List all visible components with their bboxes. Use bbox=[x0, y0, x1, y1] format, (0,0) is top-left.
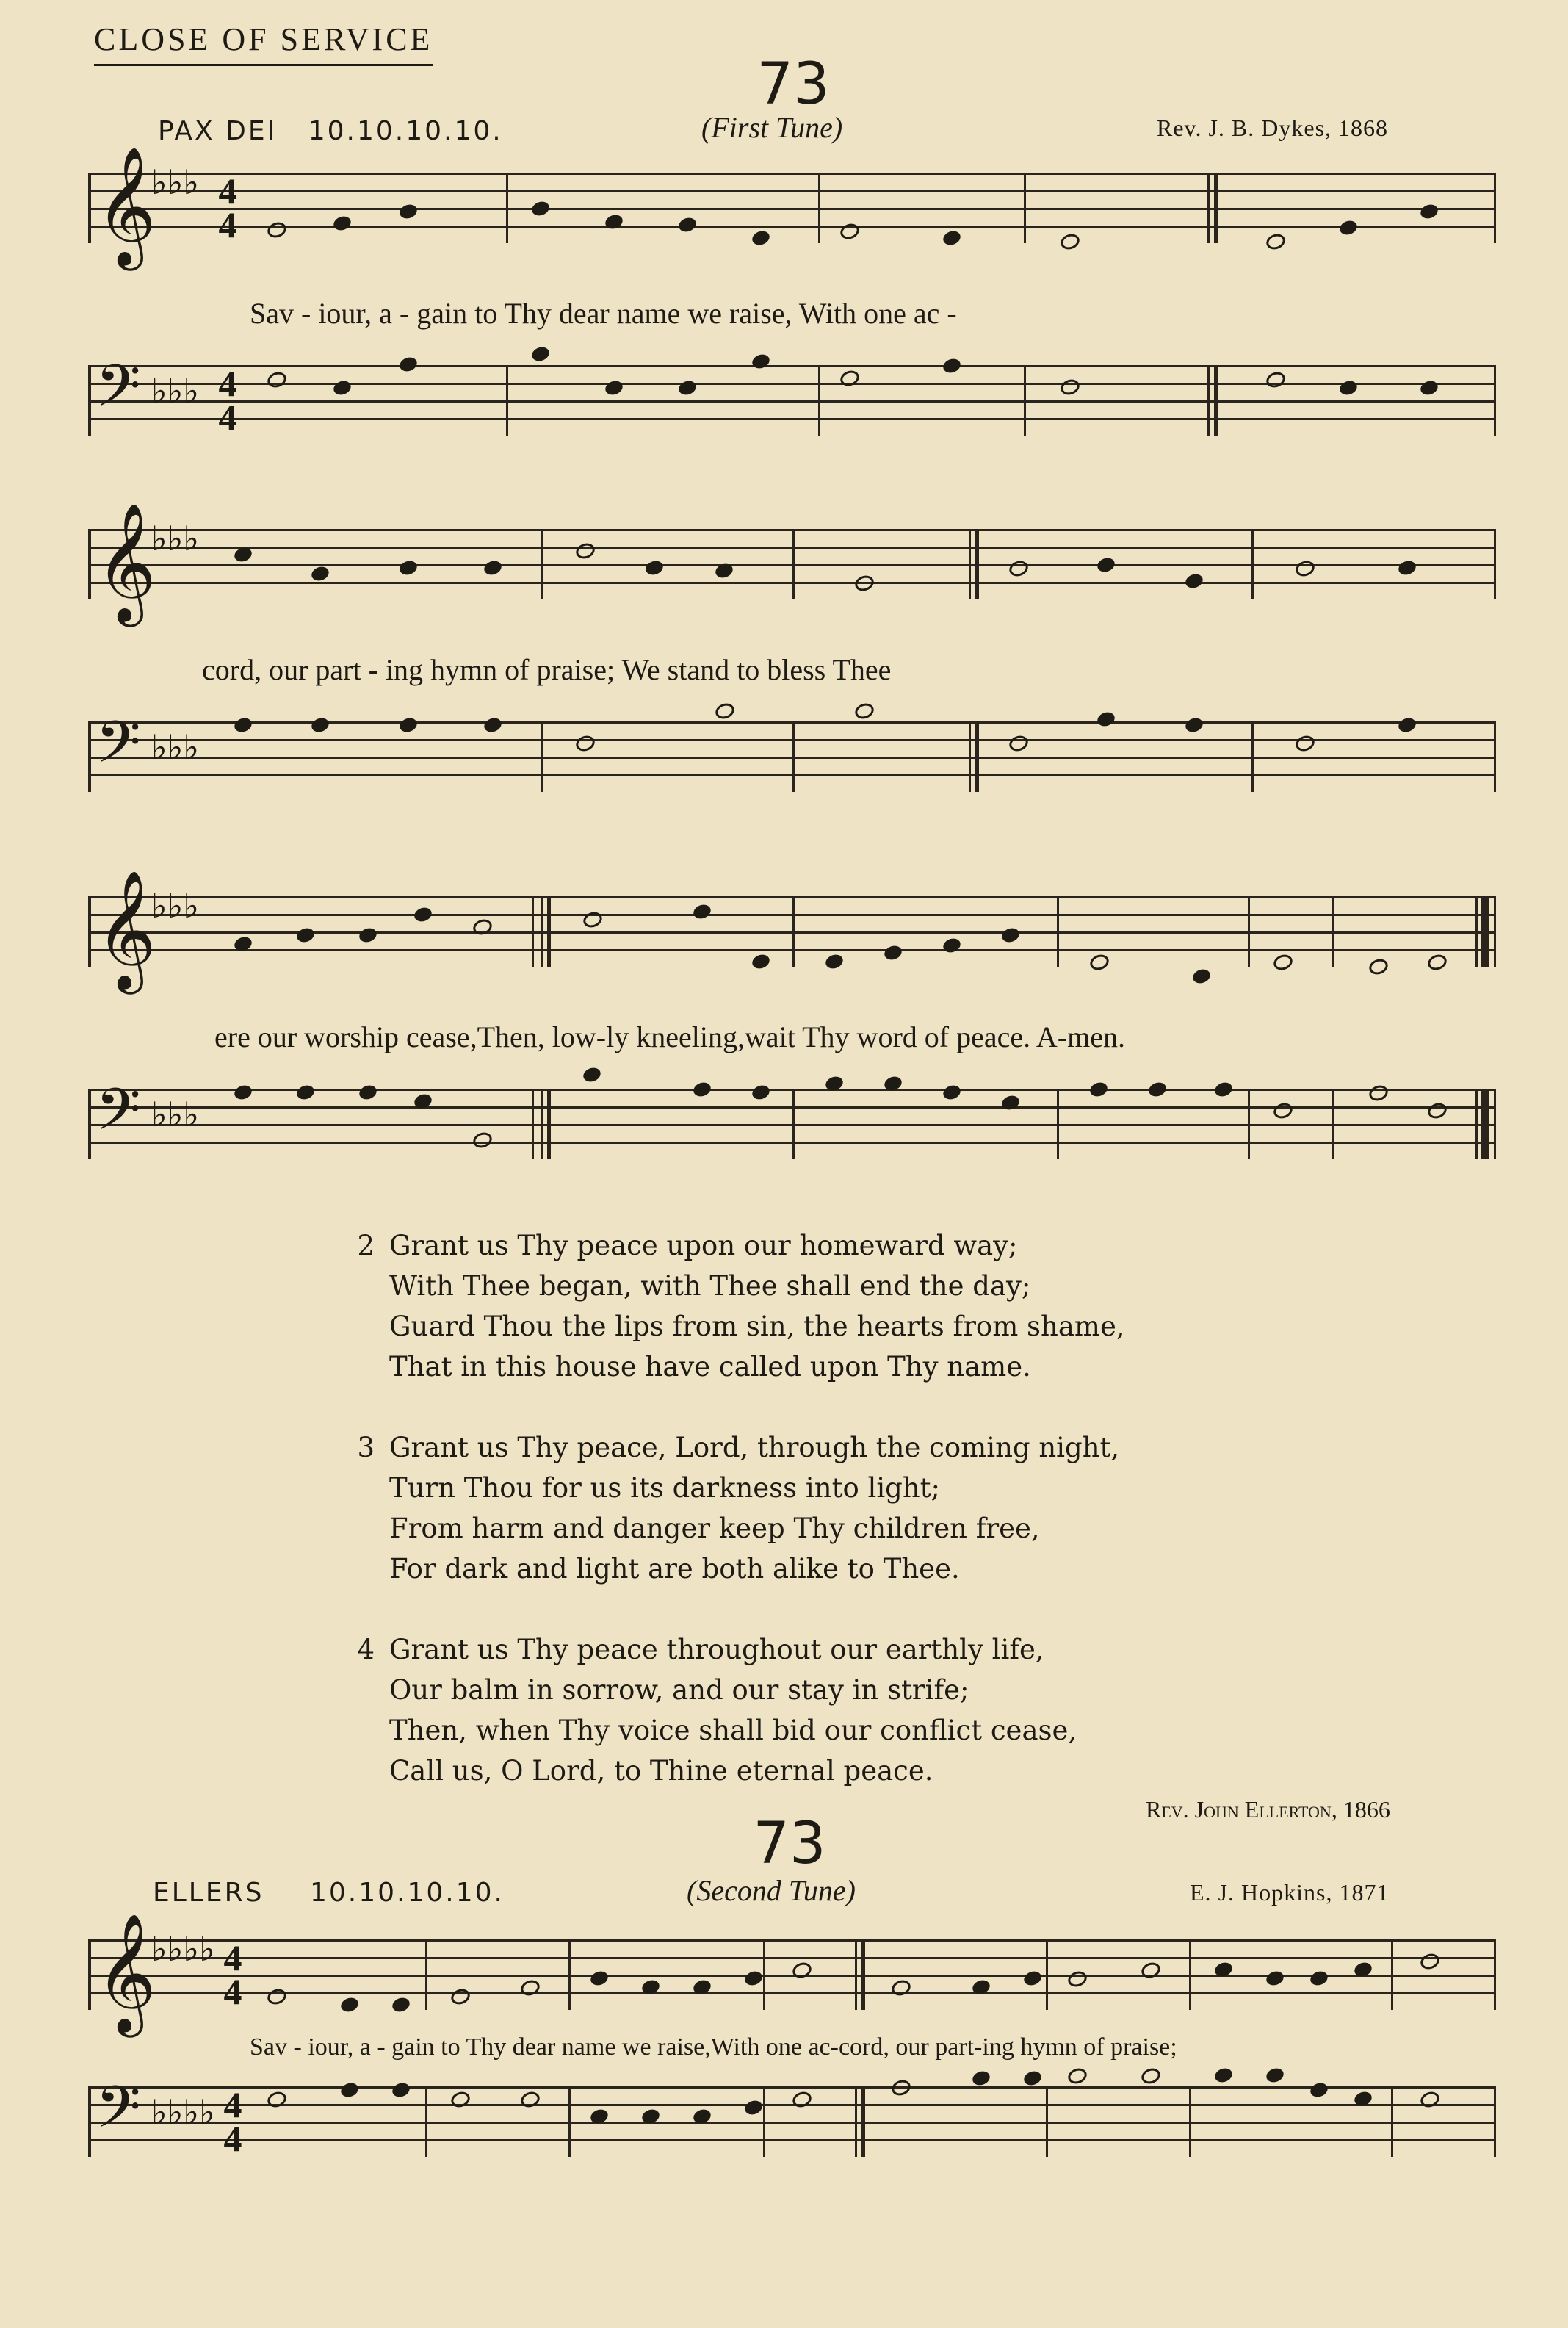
note bbox=[574, 733, 596, 754]
lyrics-line-3: ere our worship cease,Then, low-ly kneeling,wait Thy word of peace. A-men. bbox=[214, 1020, 1125, 1053]
tune-label-second: (Second Tune) bbox=[687, 1874, 856, 1907]
double-barline bbox=[1207, 365, 1218, 436]
note bbox=[677, 215, 698, 234]
barline bbox=[818, 173, 820, 243]
bass-staff bbox=[88, 352, 1496, 438]
note bbox=[604, 378, 625, 397]
note bbox=[824, 1074, 845, 1092]
verse-number: 3 bbox=[357, 1432, 375, 1463]
note bbox=[449, 1986, 472, 2007]
note bbox=[751, 352, 772, 370]
key-signature-icon: ♭♭♭ bbox=[151, 519, 200, 558]
note bbox=[1139, 1960, 1162, 1981]
note bbox=[449, 2089, 472, 2110]
verse-line: That in this house have called upon Thy name. bbox=[389, 1351, 1031, 1383]
note bbox=[1088, 1080, 1110, 1098]
verse-line: Grant us Thy peace throughout our earthly life, bbox=[389, 1634, 1044, 1665]
verse-3 bbox=[357, 1427, 1125, 1589]
note bbox=[1265, 1969, 1286, 1987]
composer-first bbox=[1157, 115, 1388, 142]
note bbox=[413, 905, 434, 923]
note bbox=[295, 1083, 317, 1101]
treble-staff bbox=[88, 1913, 1496, 2033]
note bbox=[1022, 2069, 1044, 2087]
note bbox=[483, 716, 504, 734]
note bbox=[358, 926, 379, 944]
lyrics-line-1: Sav - iour, a - gain to Thy dear name we raise, With one ac - bbox=[250, 297, 957, 330]
note bbox=[471, 917, 494, 937]
verse-line: Grant us Thy peace upon our homeward way; bbox=[389, 1230, 1018, 1261]
barline bbox=[506, 365, 508, 436]
note bbox=[1271, 1100, 1294, 1121]
note bbox=[1000, 926, 1022, 944]
double-barline bbox=[855, 1939, 865, 2010]
treble-clef-icon: 𝄞 bbox=[95, 870, 156, 990]
note bbox=[1397, 716, 1418, 734]
verse-line: With Thee began, with Thee shall end the day; bbox=[389, 1270, 1031, 1302]
note bbox=[743, 1969, 765, 1987]
barline bbox=[792, 896, 795, 967]
note bbox=[971, 2069, 992, 2087]
note bbox=[398, 202, 419, 220]
verse-line: Then, when Thy voice shall bid our conflict cease, bbox=[389, 1715, 1077, 1746]
note bbox=[1353, 1960, 1374, 1978]
note bbox=[1338, 378, 1359, 397]
note bbox=[1293, 558, 1316, 579]
note bbox=[692, 902, 713, 920]
time-signature-icon: 4 4 bbox=[223, 1937, 242, 2012]
treble-staff bbox=[88, 146, 1496, 266]
key-signature-icon: ♭♭♭♭ bbox=[151, 2092, 215, 2132]
tune-name-first bbox=[158, 116, 503, 146]
note bbox=[519, 1978, 541, 1998]
section-header: CLOSE OF SERVICE bbox=[94, 21, 433, 66]
note bbox=[1213, 2066, 1235, 2084]
note bbox=[1309, 1969, 1330, 1987]
barline bbox=[763, 1939, 765, 2010]
note bbox=[1418, 1951, 1441, 1972]
hymn-number-first: 73 bbox=[756, 51, 830, 118]
tune-meter: 10.10.10.10. bbox=[308, 116, 503, 146]
barline bbox=[1024, 365, 1026, 436]
note bbox=[1184, 716, 1205, 734]
note bbox=[589, 2107, 610, 2125]
note bbox=[1022, 1969, 1044, 1987]
note bbox=[824, 952, 845, 970]
note bbox=[358, 1083, 379, 1101]
note bbox=[398, 558, 419, 577]
barline bbox=[763, 2086, 765, 2157]
music-system-3 bbox=[88, 870, 1491, 1190]
barline bbox=[425, 2086, 427, 2157]
note bbox=[398, 716, 419, 734]
note bbox=[413, 1092, 434, 1110]
note bbox=[1007, 558, 1030, 579]
note bbox=[853, 701, 875, 721]
tune-label-first: (First Tune) bbox=[701, 111, 843, 144]
note bbox=[743, 2098, 765, 2116]
tune-name-text: PAX DEI bbox=[158, 116, 278, 146]
note bbox=[1213, 1080, 1235, 1098]
composer-name: Rev. J. B. Dykes, bbox=[1157, 115, 1332, 141]
note bbox=[1264, 231, 1287, 252]
double-barline bbox=[969, 529, 979, 599]
barline bbox=[1391, 2086, 1393, 2157]
note bbox=[519, 2089, 541, 2110]
note bbox=[391, 1995, 412, 2014]
note bbox=[889, 1978, 912, 1998]
barline bbox=[1057, 896, 1059, 967]
note bbox=[471, 1130, 494, 1150]
note bbox=[714, 561, 735, 580]
note bbox=[1353, 2089, 1374, 2108]
bass-staff bbox=[88, 1075, 1496, 1159]
note bbox=[233, 934, 254, 953]
key-signature-icon: ♭♭♭ bbox=[151, 886, 200, 926]
note bbox=[1096, 555, 1117, 574]
bass-clef-icon: 𝄢 bbox=[95, 1075, 141, 1158]
barline bbox=[532, 1089, 534, 1159]
barline bbox=[1046, 2086, 1048, 2157]
note bbox=[1088, 952, 1110, 973]
note bbox=[295, 926, 317, 944]
tune-name-second bbox=[153, 1878, 505, 1908]
time-signature-icon: 4 4 bbox=[218, 170, 237, 245]
barline bbox=[1046, 1939, 1048, 2010]
note bbox=[942, 228, 963, 247]
note bbox=[332, 214, 353, 232]
note bbox=[1426, 952, 1448, 973]
note bbox=[1066, 1969, 1088, 1989]
barline bbox=[1332, 1089, 1334, 1159]
lyrics-second-tune: Sav - iour, a - gain to Thy dear name we raise,With one ac-cord, our part-ing hymn of praise; bbox=[250, 2033, 1177, 2061]
note bbox=[265, 1986, 288, 2007]
barline bbox=[792, 529, 795, 599]
verse-line: For dark and light are both alike to Thee. bbox=[389, 1553, 960, 1585]
barline bbox=[541, 529, 543, 599]
note bbox=[530, 345, 552, 363]
treble-clef-icon: 𝄞 bbox=[95, 502, 156, 622]
note bbox=[1419, 202, 1440, 220]
key-signature-icon: ♭♭♭ bbox=[151, 371, 200, 411]
time-signature-icon: 4 4 bbox=[218, 363, 237, 438]
composer-name: E. J. Hopkins, bbox=[1190, 1879, 1333, 1906]
note bbox=[1184, 572, 1205, 590]
note bbox=[265, 2089, 288, 2110]
note bbox=[1066, 2066, 1088, 2086]
barline bbox=[1189, 2086, 1191, 2157]
note bbox=[1213, 1960, 1235, 1978]
verse-line: Turn Thou for us its darkness into light; bbox=[389, 1472, 941, 1504]
key-signature-icon: ♭♭♭ bbox=[151, 727, 200, 767]
note bbox=[942, 1083, 963, 1101]
note bbox=[1096, 710, 1117, 728]
double-barline bbox=[855, 2086, 865, 2157]
barline bbox=[1024, 173, 1026, 243]
note bbox=[233, 545, 254, 563]
verses bbox=[357, 1225, 1125, 1831]
note bbox=[1367, 956, 1390, 977]
verse-line: Grant us Thy peace, Lord, through the coming night, bbox=[389, 1432, 1120, 1463]
note bbox=[942, 356, 963, 375]
note bbox=[604, 212, 625, 231]
note bbox=[483, 558, 504, 577]
note bbox=[942, 936, 963, 954]
double-barline bbox=[1207, 173, 1218, 243]
treble-clef-icon: 𝄞 bbox=[95, 1913, 156, 2033]
note bbox=[883, 943, 904, 962]
note bbox=[883, 1074, 904, 1092]
note bbox=[713, 701, 736, 721]
note bbox=[790, 2089, 813, 2110]
note bbox=[1419, 378, 1440, 397]
note bbox=[838, 221, 861, 242]
barline bbox=[532, 896, 534, 967]
bass-clef-icon: 𝄢 bbox=[95, 2073, 141, 2155]
barline bbox=[568, 1939, 571, 2010]
note bbox=[310, 564, 331, 583]
note bbox=[233, 1083, 254, 1101]
barline bbox=[568, 2086, 571, 2157]
note bbox=[1191, 967, 1213, 985]
note bbox=[1265, 2066, 1286, 2084]
verse-line: From harm and danger keep Thy children free, bbox=[389, 1513, 1040, 1544]
double-barline bbox=[541, 896, 551, 967]
barline bbox=[1057, 1089, 1059, 1159]
note bbox=[1147, 1080, 1168, 1098]
note bbox=[751, 1083, 772, 1101]
treble-clef-icon: 𝄞 bbox=[95, 146, 156, 266]
note bbox=[790, 1960, 813, 1981]
barline bbox=[792, 1089, 795, 1159]
hymn-author: Rev. John Ellerton, 1866 bbox=[1146, 1796, 1390, 1823]
verse-line: Our balm in sorrow, and our stay in strife; bbox=[389, 1674, 969, 1706]
note bbox=[398, 355, 419, 373]
verse-number: 4 bbox=[357, 1634, 375, 1665]
final-barline bbox=[1475, 896, 1489, 967]
note bbox=[1007, 733, 1030, 754]
barline bbox=[1248, 896, 1250, 967]
music-system-1 bbox=[88, 146, 1491, 459]
barline bbox=[1332, 896, 1334, 967]
note bbox=[971, 1978, 992, 1996]
note bbox=[1338, 218, 1359, 237]
note bbox=[640, 1978, 662, 1996]
treble-staff bbox=[88, 502, 1496, 622]
barline bbox=[1391, 1939, 1393, 2010]
lyrics-line-2: cord, our part - ing hymn of praise; We stand to bless Thee bbox=[202, 653, 892, 686]
verse-line: Guard Thou the lips from sin, the hearts from shame, bbox=[389, 1311, 1125, 1342]
note bbox=[692, 2107, 713, 2125]
music-system-2 bbox=[88, 502, 1491, 823]
note bbox=[692, 1978, 713, 1996]
key-signature-icon: ♭♭♭♭ bbox=[151, 1929, 215, 1969]
note bbox=[574, 541, 596, 561]
note bbox=[1426, 1100, 1448, 1121]
verse-2 bbox=[357, 1225, 1125, 1387]
note bbox=[1000, 1093, 1022, 1111]
barline bbox=[506, 173, 508, 243]
composer-year: 1871 bbox=[1339, 1879, 1390, 1906]
note bbox=[640, 2107, 662, 2125]
note bbox=[265, 220, 288, 240]
bass-clef-icon: 𝄢 bbox=[95, 352, 141, 434]
verse-line: Call us, O Lord, to Thine eternal peace. bbox=[389, 1755, 933, 1787]
note bbox=[1264, 370, 1287, 390]
note bbox=[1418, 2089, 1441, 2110]
note bbox=[751, 952, 772, 970]
note bbox=[339, 2080, 361, 2099]
note bbox=[589, 1969, 610, 1987]
note bbox=[1293, 733, 1316, 754]
note bbox=[582, 1065, 603, 1084]
verse-number: 2 bbox=[357, 1230, 375, 1261]
barline bbox=[1251, 529, 1254, 599]
composer-second bbox=[1190, 1879, 1389, 1906]
tune-meter: 10.10.10.10. bbox=[309, 1878, 505, 1908]
note bbox=[233, 716, 254, 734]
note bbox=[889, 2077, 912, 2098]
bass-staff bbox=[88, 2073, 1496, 2159]
note bbox=[332, 378, 353, 397]
note bbox=[530, 199, 552, 217]
note bbox=[581, 909, 604, 930]
barline bbox=[1189, 1939, 1191, 2010]
composer-year: 1868 bbox=[1338, 115, 1389, 141]
final-barline bbox=[1475, 1089, 1489, 1159]
note bbox=[692, 1080, 713, 1098]
tune-label-text: First Tune bbox=[711, 111, 833, 144]
note bbox=[265, 370, 288, 390]
key-signature-icon: ♭♭♭ bbox=[151, 162, 200, 202]
note bbox=[853, 573, 875, 594]
double-barline bbox=[969, 721, 979, 792]
barline bbox=[1251, 721, 1254, 792]
note bbox=[1397, 558, 1418, 577]
note bbox=[677, 378, 698, 397]
note bbox=[1058, 231, 1081, 252]
double-barline bbox=[541, 1089, 551, 1159]
note bbox=[751, 228, 772, 247]
note bbox=[644, 558, 665, 577]
tune-label-text: Second Tune bbox=[696, 1874, 846, 1907]
barline bbox=[541, 721, 543, 792]
bass-clef-icon: 𝄢 bbox=[95, 708, 141, 790]
treble-staff bbox=[88, 870, 1496, 990]
barline bbox=[1248, 1089, 1250, 1159]
barline bbox=[792, 721, 795, 792]
note bbox=[1058, 377, 1081, 397]
note bbox=[1271, 952, 1294, 973]
note bbox=[1309, 2080, 1330, 2099]
note bbox=[310, 716, 331, 734]
note bbox=[1139, 2066, 1162, 2086]
music-system-4 bbox=[88, 1913, 1491, 2219]
note bbox=[1367, 1083, 1390, 1103]
barline bbox=[425, 1939, 427, 2010]
time-signature-icon: 4 4 bbox=[223, 2084, 242, 2159]
note bbox=[339, 1995, 361, 2014]
bass-staff bbox=[88, 708, 1496, 792]
verse-4 bbox=[357, 1629, 1125, 1791]
hymn-number-second: 73 bbox=[753, 1811, 826, 1877]
note bbox=[391, 2080, 412, 2099]
barline bbox=[818, 365, 820, 436]
note bbox=[838, 368, 861, 389]
key-signature-icon: ♭♭♭ bbox=[151, 1095, 200, 1134]
tune-name-text: ELLERS bbox=[153, 1878, 264, 1908]
